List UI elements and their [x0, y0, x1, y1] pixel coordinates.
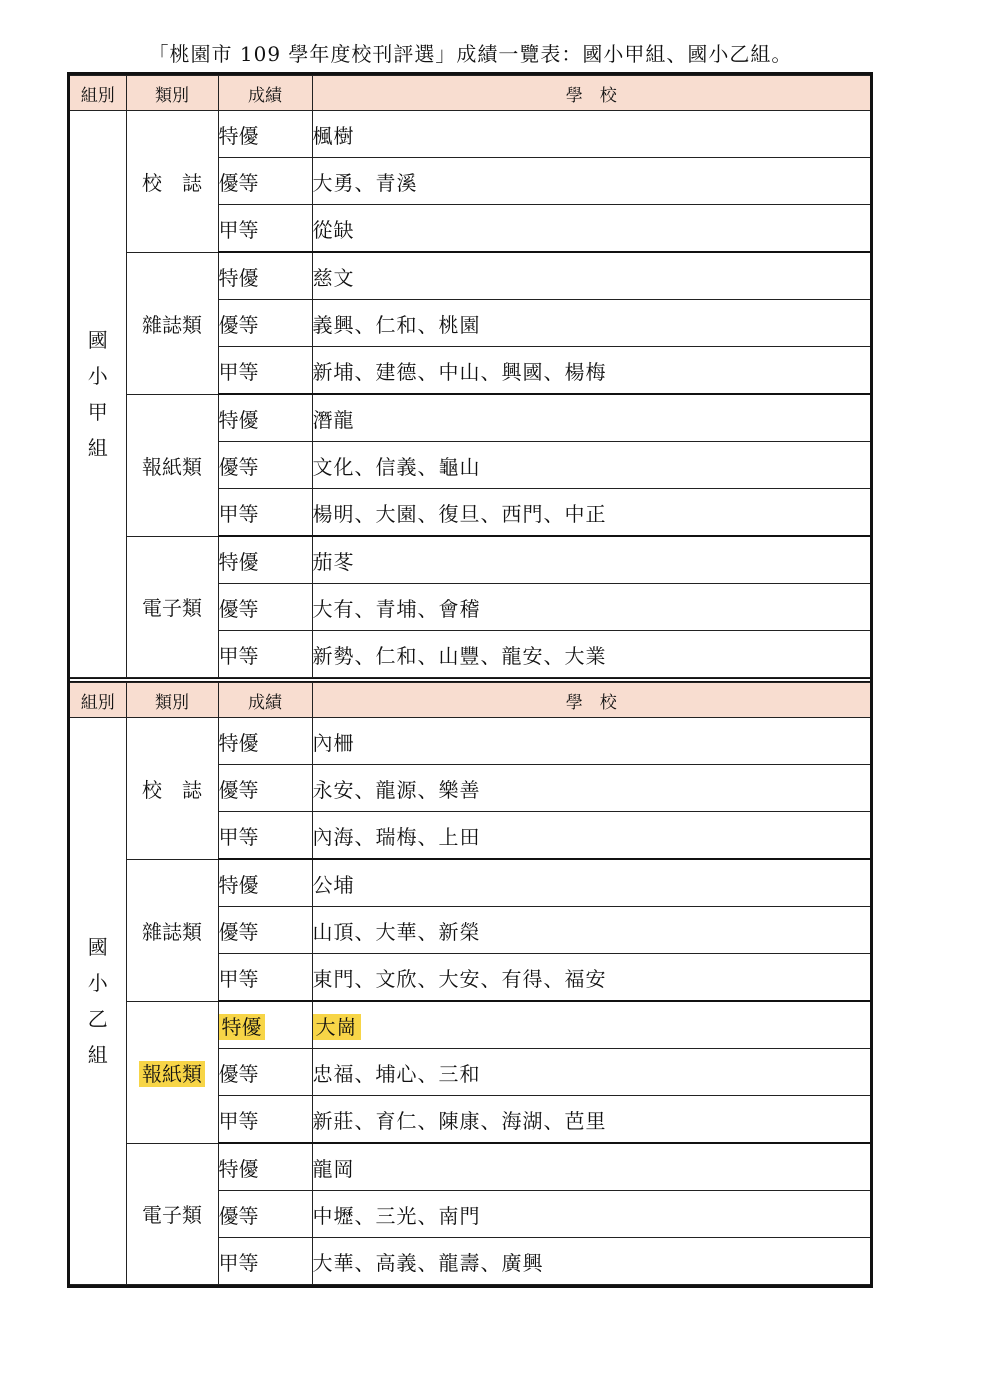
grade-cell: 優等: [218, 300, 312, 347]
header-school: 學 校: [312, 683, 870, 718]
school-cell: 大華、高義、龍壽、廣興: [312, 1238, 870, 1285]
grade-cell: 甲等: [218, 812, 312, 860]
table-row: [70, 1143, 870, 1191]
highlight-mark: 報紙類: [139, 1061, 205, 1087]
school-cell: 從缺: [312, 205, 870, 253]
grade-cell: 甲等: [218, 1096, 312, 1144]
group-char: 國: [87, 935, 108, 959]
school-cell: 義興、仁和、桃園: [312, 300, 870, 347]
grade-cell: 優等: [218, 442, 312, 489]
school-cell: 新勢、仁和、山豐、龍安、大業: [312, 631, 870, 678]
school-cell: 慈文: [312, 252, 870, 300]
grade-cell: 優等: [218, 584, 312, 631]
grade-cell: 特優: [218, 111, 312, 158]
school-cell: 永安、龍源、樂善: [312, 765, 870, 812]
highlight-mark: 大崗: [313, 1014, 361, 1040]
school-cell: 內柵: [312, 718, 870, 765]
school-cell: 新莊、育仁、陳康、海湖、芭里: [312, 1096, 870, 1144]
table-row: [70, 1001, 870, 1049]
category-label: 雜誌類: [126, 252, 218, 394]
table-row: [70, 252, 870, 300]
grade-cell: 優等: [218, 1049, 312, 1096]
group-char: 組: [87, 1043, 108, 1067]
table-row: [70, 718, 870, 765]
highlight-mark: 特優: [219, 1014, 265, 1040]
grade-cell: 特優: [218, 252, 312, 300]
grade-cell: 甲等: [218, 954, 312, 1002]
grade-cell: 甲等: [218, 631, 312, 678]
table-row: [70, 394, 870, 442]
group-char: 甲: [87, 400, 108, 424]
table-row: [70, 111, 870, 158]
school-cell: 中壢、三光、南門: [312, 1191, 870, 1238]
grade-cell: 特優: [218, 1143, 312, 1191]
grade-cell: 優等: [218, 765, 312, 812]
category-label: 電子類: [126, 536, 218, 678]
school-cell: 楊明、大園、復旦、西門、中正: [312, 489, 870, 537]
grade-cell: 優等: [218, 158, 312, 205]
header-row: [70, 76, 870, 111]
school-cell: 潛龍: [312, 394, 870, 442]
group-char: 國: [87, 328, 108, 352]
grade-cell: 特優: [218, 718, 312, 765]
grade-cell: 特優: [218, 859, 312, 907]
grade-cell: 優等: [218, 907, 312, 954]
table-row: [70, 859, 870, 907]
header-group: 組別: [70, 76, 126, 111]
group-char: 小: [87, 364, 108, 388]
header-school: 學 校: [312, 76, 870, 111]
school-cell: 東門、文欣、大安、有得、福安: [312, 954, 870, 1002]
category-label-highlighted: [126, 1001, 218, 1143]
header-category: 類別: [126, 76, 218, 111]
school-cell: 忠福、埔心、三和: [312, 1049, 870, 1096]
section-group-a: [70, 75, 870, 682]
school-cell-highlighted: [312, 1001, 870, 1049]
header-row: [70, 683, 870, 718]
group-char: 乙: [87, 1007, 108, 1031]
school-cell: 茄苳: [312, 536, 870, 584]
school-cell: 內海、瑞梅、上田: [312, 812, 870, 860]
header-grade: 成績: [218, 683, 312, 718]
school-cell: 文化、信義、龜山: [312, 442, 870, 489]
grade-cell: 特優: [218, 536, 312, 584]
results-table: [67, 72, 873, 1288]
school-cell: 新埔、建德、中山、興國、楊梅: [312, 347, 870, 395]
school-cell: 山頂、大華、新榮: [312, 907, 870, 954]
grade-cell: 特優: [218, 394, 312, 442]
group-label: [70, 718, 126, 1285]
category-label: 電子類: [126, 1143, 218, 1285]
school-cell: 公埔: [312, 859, 870, 907]
group-label: [70, 111, 126, 678]
grade-cell: 優等: [218, 1191, 312, 1238]
grade-cell: 甲等: [218, 1238, 312, 1285]
page-title: 「桃園市 109 學年度校刊評選」成績一覽表：國小甲組、國小乙組。: [148, 42, 793, 66]
header-group: 組別: [70, 683, 126, 718]
table-row: [70, 536, 870, 584]
category-label: 雜誌類: [126, 859, 218, 1001]
grade-cell: 甲等: [218, 205, 312, 253]
school-cell: 大勇、青溪: [312, 158, 870, 205]
grade-cell: 甲等: [218, 347, 312, 395]
category-label: 校 誌: [126, 718, 218, 860]
category-label: 報紙類: [126, 394, 218, 536]
group-char: 組: [87, 436, 108, 460]
grade-cell: 甲等: [218, 489, 312, 537]
header-category: 類別: [126, 683, 218, 718]
school-cell: 大有、青埔、會稽: [312, 584, 870, 631]
group-char: 小: [87, 971, 108, 995]
school-cell: 楓樹: [312, 111, 870, 158]
category-label: 校 誌: [126, 111, 218, 253]
school-cell: 龍岡: [312, 1143, 870, 1191]
grade-cell-highlighted: [218, 1001, 312, 1049]
section-group-b: [70, 682, 870, 1285]
header-grade: 成績: [218, 76, 312, 111]
